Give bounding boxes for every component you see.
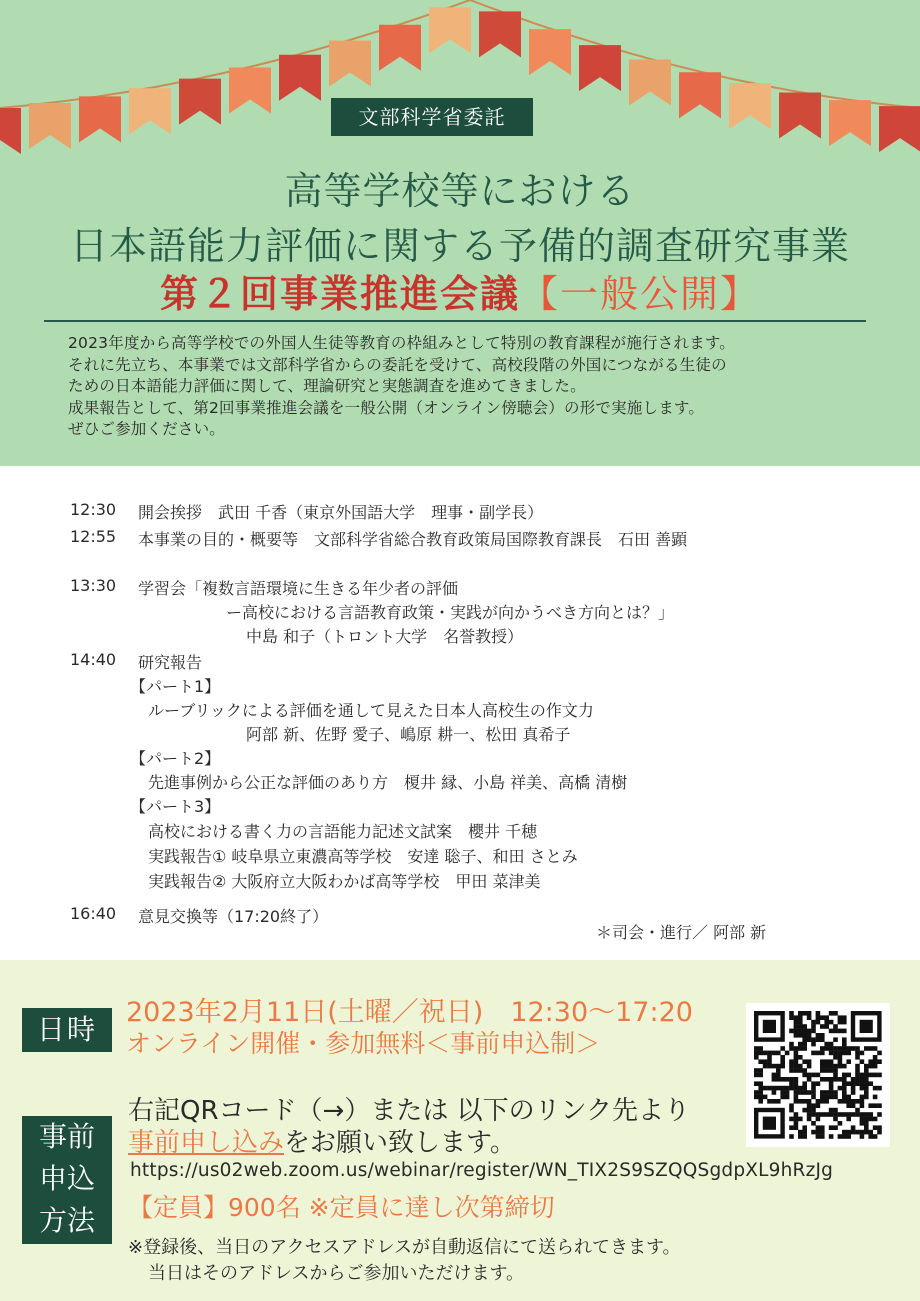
registration-label [22, 1116, 112, 1244]
program-subitem: ルーブリックによる評価を通して見えた日本人高校生の作文力 [148, 701, 594, 720]
registration-link[interactable]: 事前申し込み [128, 1128, 285, 1158]
intro-text [68, 333, 868, 441]
intro-line: 成果報告として、第2回事業推進会議を一般公開（オンライン傍聴会）の形で実施します。 [68, 398, 705, 417]
event-date: 2023年2月11日(土曜／祝日) 12:30〜17:20 [126, 997, 693, 1028]
intro-line: それに先立ち、本事業では文部科学省からの委託を受けて、高校段階の外国につながる生徒の [68, 355, 727, 374]
program-subitem: 実践報告① 岐阜県立東濃高等学校 安達 聡子、和田 さとみ [148, 847, 578, 866]
bunting-flag [329, 41, 371, 87]
registration-label-line: 事前 [38, 1120, 95, 1153]
qr-instruction: 右記QRコード（→）または 以下のリンク先より [128, 1096, 691, 1126]
program-time: 14:40 [70, 650, 117, 669]
registration-note: ※登録後、当日のアクセスアドレスが自動返信にて送られてきます。 [128, 1237, 681, 1258]
mc-note: ＊司会・進行／ 阿部 新 [596, 923, 767, 942]
qr-code-icon[interactable] [746, 1003, 890, 1147]
title-line-2: 日本語能力評価に関する予備的調査研究事業 [69, 224, 850, 268]
bunting-flag [379, 25, 421, 71]
bunting-flag [479, 11, 521, 57]
title-line-1: 高等学校等における [284, 169, 636, 213]
program-section [0, 466, 920, 960]
meeting-title: 第２回事業推進会議 [159, 272, 520, 316]
bunting-flag [229, 67, 271, 113]
program-item: 開会挨拶 武田 千香（東京外国語大学 理事・副学長） [138, 503, 544, 522]
intro-line: ぜひご参加ください。 [68, 420, 226, 439]
bunting-flag [879, 106, 920, 152]
program-time: 13:30 [70, 576, 117, 595]
program-subitem: 実践報告② 大阪府立大阪わかば高等学校 甲田 菜津美 [148, 872, 541, 891]
registration-url[interactable]: https://us02web.zoom.us/webinar/register/WN_TIX2S9SZQQSgdpXL9hRzJg [130, 1160, 834, 1181]
bunting-flag [279, 55, 321, 101]
program-subitem: ー高校における言語教育政策・実践が向かうべき方向とは？」 [226, 603, 675, 622]
header-divider [44, 320, 866, 322]
program-part-label: 【パート3】 [130, 797, 221, 816]
commission-badge: 文部科学省委託 [331, 98, 533, 136]
bunting-flag [79, 96, 121, 142]
bunting-flag [779, 92, 821, 138]
program-item: 本事業の目的・概要等 文部科学省総合教育政策局国際教育課長 石田 善顕 [138, 530, 688, 549]
registration-note: 当日はそのアドレスからご参加いただけます。 [148, 1263, 525, 1284]
program-item: 研究報告 [138, 653, 203, 672]
title-line-3 [0, 263, 920, 318]
registration-suffix: をお願い致します。 [284, 1128, 516, 1158]
intro-line: ための日本語能力評価に関して、理論研究と実態調査を進めてきました。 [68, 377, 586, 396]
bunting-flag [0, 108, 21, 154]
registration-label-line: 方法 [38, 1204, 95, 1237]
bunting-flag [29, 103, 71, 149]
header-section [0, 0, 920, 466]
program-part-label: 【パート1】 [130, 677, 221, 696]
bunting-flag [529, 29, 571, 75]
program-part-label: 【パート2】 [130, 749, 221, 768]
online-info: オンライン開催・参加無料＜事前申込制＞ [126, 1029, 601, 1058]
program-item: 意見交換等（17:20終了） [138, 907, 329, 926]
program-time: 16:40 [70, 904, 117, 923]
program-time: 12:30 [70, 500, 117, 519]
bunting-flag [429, 7, 471, 53]
program-speaker: 中島 和子（トロント大学 名誉教授） [246, 627, 524, 646]
program-subitem: 先進事例から公正な評価のあり方 榎井 縁、小島 祥美、高橋 清樹 [148, 773, 628, 792]
program-item: 学習会「複数言語環境に生きる年少者の評価 [138, 579, 459, 598]
program-subitem: 高校における書く力の言語能力記述文試案 櫻井 千穂 [148, 822, 538, 841]
bunting-flag [679, 72, 721, 118]
registration-label-line: 申込 [38, 1162, 95, 1195]
program-time: 12:55 [70, 527, 117, 546]
public-label: 【一般公開】 [520, 272, 761, 316]
bunting-flag [829, 100, 871, 146]
date-label: 日時 [22, 1008, 112, 1052]
bunting-flag [179, 79, 221, 125]
bunting-flag [629, 60, 671, 106]
bunting-flag [729, 83, 771, 129]
bunting-decoration-icon [0, 0, 920, 160]
capacity-info: 【定員】900名 ※定員に達し次第締切 [128, 1193, 555, 1222]
program-speaker: 阿部 新、佐野 愛子、嶋原 耕一、松田 真希子 [246, 725, 571, 744]
bunting-flag [129, 88, 171, 134]
intro-line: 2023年度から高等学校での外国人生徒等教育の枠組みとして特別の教育課程が施行されます。 [68, 334, 736, 352]
bunting-flag [579, 45, 621, 91]
registration-line [128, 1122, 516, 1159]
